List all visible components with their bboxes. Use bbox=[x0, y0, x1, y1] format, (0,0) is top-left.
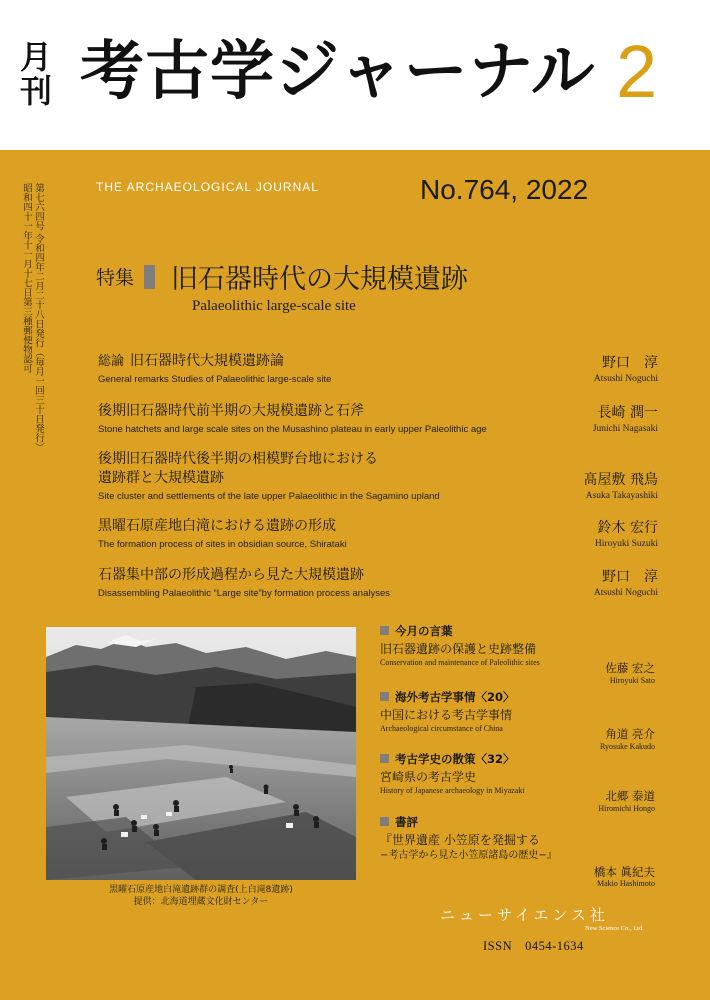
article-title: 総論 旧石器時代大規模遺跡論 bbox=[98, 353, 285, 369]
article-title-en: Site cluster and settlements of the late upper Palaeolithic in the Sagamino upland bbox=[98, 491, 440, 502]
special-feature-label: 特集 bbox=[96, 267, 135, 289]
masthead bbox=[0, 0, 710, 150]
article-author-en: Asuka Takayashiki bbox=[585, 491, 658, 501]
column-square-icon bbox=[380, 754, 389, 763]
column-title: 中国における考古学事情 bbox=[380, 708, 513, 722]
article-title: 後期旧石器時代前半期の大規模遺跡と石斧 bbox=[98, 403, 364, 419]
special-feature-bar bbox=[144, 265, 155, 289]
article-title: 石器集中部の形成過程から見た大規模遺跡 bbox=[98, 567, 364, 583]
excavation-photo bbox=[46, 627, 356, 880]
article-author-en: Atsushi Noguchi bbox=[593, 374, 658, 384]
journal-english-title: THE ARCHAEOLOGICAL JOURNAL bbox=[96, 180, 319, 194]
column-author-en: Makio Hashimoto bbox=[597, 879, 655, 888]
column-history bbox=[380, 752, 655, 812]
spine-text-issue: 第七六四号 令和四年二月二十八日発行（毎月一回三十日発行） bbox=[33, 183, 44, 453]
column-title-en: History of Japanese archaeology in Miyazaki bbox=[380, 786, 525, 795]
article-1 bbox=[98, 352, 658, 400]
column-header: 海外考古学事情〈20〉 bbox=[380, 690, 655, 705]
article-author: 野口 淳 bbox=[602, 569, 658, 585]
special-feature-title-en: Palaeolithic large-scale site bbox=[192, 298, 356, 314]
column-header: 今月の言葉 bbox=[380, 624, 655, 639]
article-author: 野口 淳 bbox=[602, 355, 658, 371]
column-author: 角道 亮介 bbox=[605, 727, 655, 741]
article-title-en: Disassembling Palaeolithic “Large site”by formation process analyses bbox=[98, 588, 390, 599]
issue-number-year: No.764, 2022 bbox=[420, 174, 589, 205]
photo-caption: 黒曜石原産地白滝遺跡群の調査(上白滝8遺跡) 提供：北海道埋蔵文化財センター bbox=[109, 885, 293, 907]
special-feature-heading bbox=[96, 257, 468, 296]
column-title: 旧石器遺跡の保護と史跡整備 bbox=[380, 642, 537, 656]
article-5 bbox=[98, 566, 658, 614]
column-author: 北郷 泰道 bbox=[605, 789, 655, 803]
article-author: 長崎 潤一 bbox=[597, 405, 658, 421]
article-3 bbox=[98, 450, 658, 510]
article-author-en: Atsushi Noguchi bbox=[593, 588, 658, 598]
column-title: 『世界遺産 小笠原を発掘する −考古学から見た小笠原諸島の歴史−』 bbox=[380, 833, 557, 861]
column-book-review bbox=[380, 815, 655, 887]
article-author-en: Hiroyuki Suzuki bbox=[594, 539, 658, 549]
issue-month-number: 2 bbox=[616, 30, 658, 113]
column-author: 橋本 眞紀夫 bbox=[593, 865, 655, 879]
column-header: 書評 bbox=[380, 815, 655, 830]
column-author: 佐藤 宏之 bbox=[605, 661, 655, 675]
article-title: 黒曜石原産地白滝における遺跡の形成 bbox=[98, 518, 336, 534]
column-title-en: Conservation and maintenance of Paleolithic sites bbox=[380, 658, 540, 667]
article-4 bbox=[98, 517, 658, 565]
article-title-en: Stone hatchets and large scale sites on the Musashino plateau in early upper Paleolithic age bbox=[98, 424, 487, 435]
article-title-en: The formation process of sites in obsidian source, Shirataki bbox=[98, 539, 347, 550]
article-author: 鈴木 宏行 bbox=[597, 520, 658, 536]
article-prefix: 総論 bbox=[98, 354, 125, 369]
column-title-en: Archaeological circumstance of China bbox=[380, 724, 503, 733]
column-square-icon bbox=[380, 692, 389, 701]
article-title: 後期旧石器時代後半期の相模野台地における 遺跡群と大規模遺跡 bbox=[98, 451, 378, 486]
article-author-en: Junichi Nagasaki bbox=[592, 424, 658, 434]
column-square-icon bbox=[380, 817, 389, 826]
column-header: 考古学史の散策〈32〉 bbox=[380, 752, 655, 767]
article-title-en: General remarks Studies of Palaeolithic large-scale site bbox=[98, 374, 332, 385]
article-2 bbox=[98, 402, 658, 450]
publisher-name-en: New Science Co., Ltd. bbox=[585, 925, 644, 932]
column-author-en: Ryosuke Kakudo bbox=[599, 742, 655, 751]
column-this-month bbox=[380, 624, 655, 690]
column-author-en: Hiromichi Hongo bbox=[598, 804, 655, 813]
article-author: 髙屋敷 飛鳥 bbox=[583, 472, 658, 488]
column-title: 宮崎県の考古学史 bbox=[380, 770, 477, 784]
special-feature-title: 旧石器時代の大規模遺跡 bbox=[171, 264, 469, 295]
monthly-label: 月 刊 bbox=[19, 38, 52, 110]
magazine-title: 考古学ジャーナル bbox=[80, 35, 596, 109]
publisher-name: ニューサイエンス社 bbox=[440, 906, 609, 924]
column-overseas bbox=[380, 690, 655, 750]
column-author-en: Hiroyuki Sato bbox=[609, 676, 655, 685]
issn: ISSN 0454-1634 bbox=[483, 939, 584, 953]
spine-text-permit: 昭和四十一年十一月十七日第三種郵便物認可 bbox=[21, 183, 32, 373]
column-square-icon bbox=[380, 626, 389, 635]
